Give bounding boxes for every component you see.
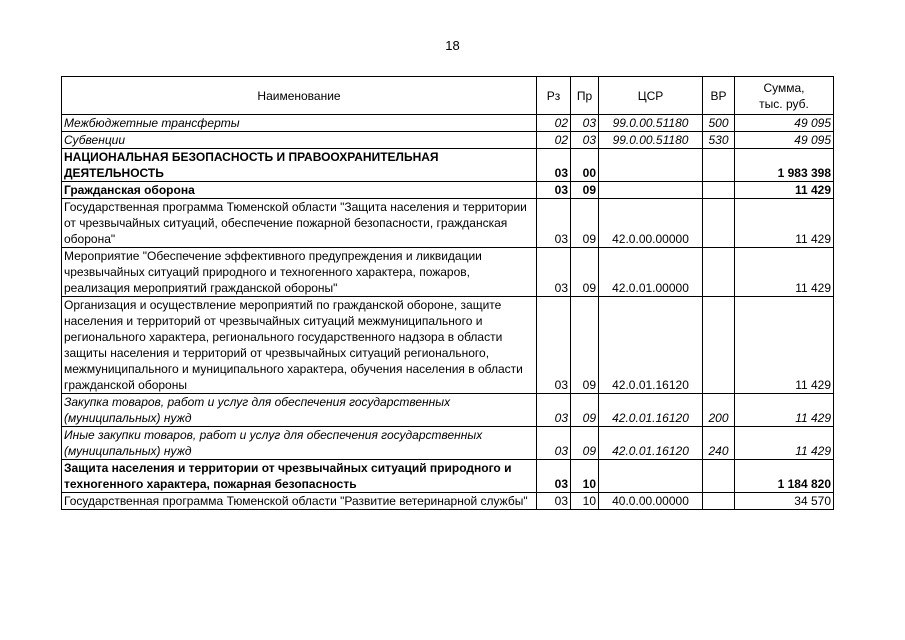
- cell-vr: [703, 149, 735, 182]
- cell-rz: 03: [537, 149, 571, 182]
- cell-rz: 03: [537, 493, 571, 510]
- cell-rz: 03: [537, 460, 571, 493]
- cell-csr: 42.0.01.16120: [599, 297, 703, 394]
- cell-name: Государственная программа Тюменской области "Защита населения и территории от чрезвычайных ситуаций, обеспечение пожарной безопасности, гражданская оборона": [62, 199, 537, 248]
- cell-sum: 11 429: [735, 199, 834, 248]
- cell-sum: 1 983 398: [735, 149, 834, 182]
- table-row: [62, 493, 834, 510]
- table-row: [62, 248, 834, 297]
- table-body: [62, 115, 834, 510]
- cell-rz: 03: [537, 182, 571, 199]
- cell-csr: 99.0.00.51180: [599, 132, 703, 149]
- cell-vr: 500: [703, 115, 735, 132]
- cell-pr: 09: [571, 297, 599, 394]
- cell-pr: 10: [571, 493, 599, 510]
- table-header-row: [62, 77, 834, 115]
- cell-name: НАЦИОНАЛЬНАЯ БЕЗОПАСНОСТЬ И ПРАВООХРАНИТЕЛЬНАЯ ДЕЯТЕЛЬНОСТЬ: [62, 149, 537, 182]
- cell-csr: 42.0.00.00000: [599, 199, 703, 248]
- cell-sum: 11 429: [735, 427, 834, 460]
- header-sum-line2: тыс. руб.: [759, 96, 809, 111]
- cell-rz: 03: [537, 248, 571, 297]
- cell-pr: 00: [571, 149, 599, 182]
- cell-sum: 1 184 820: [735, 460, 834, 493]
- cell-rz: 03: [537, 199, 571, 248]
- cell-pr: 09: [571, 199, 599, 248]
- cell-pr: 10: [571, 460, 599, 493]
- cell-sum: 49 095: [735, 132, 834, 149]
- cell-sum: 49 095: [735, 115, 834, 132]
- cell-vr: [703, 297, 735, 394]
- cell-name: Иные закупки товаров, работ и услуг для обеспечения государственных (муниципальных) нужд: [62, 427, 537, 460]
- cell-name: Закупка товаров, работ и услуг для обеспечения государственных (муниципальных) нужд: [62, 394, 537, 427]
- cell-name: Межбюджетные трансферты: [62, 115, 537, 132]
- cell-sum: 11 429: [735, 394, 834, 427]
- table-row: [62, 199, 834, 248]
- cell-csr: [599, 460, 703, 493]
- header-vr: ВР: [703, 77, 735, 115]
- table-row: [62, 149, 834, 182]
- table-row: [62, 115, 834, 132]
- header-rz: Рз: [537, 77, 571, 115]
- cell-csr: 42.0.01.00000: [599, 248, 703, 297]
- table-row: [62, 297, 834, 394]
- cell-vr: [703, 493, 735, 510]
- budget-table: [61, 76, 834, 510]
- cell-rz: 02: [537, 132, 571, 149]
- cell-vr: [703, 460, 735, 493]
- cell-vr: [703, 248, 735, 297]
- cell-name: Субвенции: [62, 132, 537, 149]
- header-sum: [735, 77, 834, 115]
- cell-sum: 11 429: [735, 248, 834, 297]
- table-row: [62, 394, 834, 427]
- cell-vr: 200: [703, 394, 735, 427]
- cell-name: Защита населения и территории от чрезвычайных ситуаций природного и техногенного характера, пожарная безопасность: [62, 460, 537, 493]
- page-number: 18: [445, 38, 460, 53]
- table-row: [62, 132, 834, 149]
- cell-rz: 03: [537, 427, 571, 460]
- cell-sum: 34 570: [735, 493, 834, 510]
- cell-vr: [703, 182, 735, 199]
- header-csr: ЦСР: [599, 77, 703, 115]
- cell-csr: [599, 182, 703, 199]
- cell-name: Государственная программа Тюменской области "Развитие ветеринарной службы": [62, 493, 537, 510]
- cell-pr: 09: [571, 248, 599, 297]
- header-pr: Пр: [571, 77, 599, 115]
- cell-rz: 03: [537, 394, 571, 427]
- cell-sum: 11 429: [735, 182, 834, 199]
- cell-pr: 03: [571, 115, 599, 132]
- cell-vr: 240: [703, 427, 735, 460]
- table-row: [62, 460, 834, 493]
- cell-pr: 03: [571, 132, 599, 149]
- cell-csr: 40.0.00.00000: [599, 493, 703, 510]
- cell-pr: 09: [571, 182, 599, 199]
- cell-csr: 42.0.01.16120: [599, 394, 703, 427]
- cell-csr: 99.0.00.51180: [599, 115, 703, 132]
- cell-pr: 09: [571, 427, 599, 460]
- cell-name: Гражданская оборона: [62, 182, 537, 199]
- header-sum-line1: Сумма,: [763, 80, 805, 95]
- header-name: Наименование: [62, 77, 537, 115]
- table-row: [62, 427, 834, 460]
- cell-csr: [599, 149, 703, 182]
- cell-name: Организация и осуществление мероприятий по гражданской обороне, защите населения и территорий от чрезвычайных ситуаций межмуниципального и регионального характера, регионального государственного надзора в области защиты населения и территорий от чрезвычайных ситуаций регионального, межмуниципального и муниципального характера, обучения населения в области гражданской обороны: [62, 297, 537, 394]
- cell-pr: 09: [571, 394, 599, 427]
- cell-rz: 03: [537, 297, 571, 394]
- cell-rz: 02: [537, 115, 571, 132]
- cell-vr: [703, 199, 735, 248]
- cell-vr: 530: [703, 132, 735, 149]
- cell-sum: 11 429: [735, 297, 834, 394]
- table-row: [62, 182, 834, 199]
- cell-csr: 42.0.01.16120: [599, 427, 703, 460]
- cell-name: Мероприятие "Обеспечение эффективного предупреждения и ликвидации чрезвычайных ситуаций природного и техногенного характера, пожаров, реализация мероприятий гражданской обороны": [62, 248, 537, 297]
